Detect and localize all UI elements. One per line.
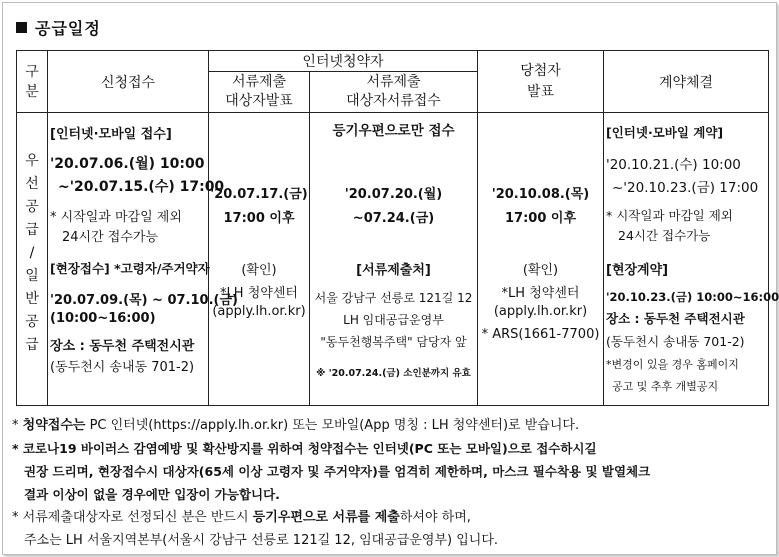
header-internet-group: 인터넷청약자 — [209, 51, 478, 72]
docs-submit-cell: 등기우편으로만 접수 '20.07.20.(월) ~07.24.(금) [서류제출처] 서울 강남구 선릉로 121길 12 LH 임대공급운영부 "동두천행복주택" 담당자 앞 ※ '20.07.24.(금) 소인분까지 유효 — [310, 113, 478, 406]
header-apply: 신청접수 — [48, 51, 209, 113]
note-2-line-3: 결과 이상이 없을 경우에만 입장이 가능합니다. — [24, 487, 280, 502]
header-docs-submit: 서류제출 대상자서류접수 — [310, 72, 478, 113]
square-bullet-icon — [16, 22, 27, 33]
header-gubun: 구 분 — [17, 51, 48, 113]
note-3: * 서류제출대상자로 선정되신 분은 반드시 등기우편으로 서류를 제출하셔야 하며, — [12, 510, 471, 525]
note-1: * 청약접수는 PC 인터넷(https://apply.lh.or.kr) 또는 모바일(App 명칭 : LH 청약센터)로 받습니다. — [12, 418, 580, 433]
notes — [12, 414, 762, 552]
note-3-line-2: 주소는 LH 서울지역본부(서울시 강남구 선릉로 121길 12, 임대공급운영부) 입니다. — [24, 533, 499, 548]
docs-target-announce-cell: '20.07.17.(금) 17:00 이후 (확인) *LH 청약센터 (apply.lh.or.kr) — [209, 113, 310, 406]
header-docs-target-announce: 서류제출 대상자발표 — [209, 72, 310, 113]
winner-announce-cell: '20.10.08.(목) 17:00 이후 (확인) *LH 청약센터 (apply.lh.or.kr) * ARS(1661-7700) — [478, 113, 604, 406]
note-2-line-2: 권장 드리며, 현장접수시 대상자(65세 이상 고령자 및 주거약자)를 엄격히 제한하며, 마스크 필수착용 및 발열체크 — [24, 464, 651, 479]
row-label: 우 선 공 급 / 일 반 공 급 — [17, 113, 48, 406]
header-contract: 계약체결 — [604, 51, 769, 113]
apply-cell: [인터넷·모바일 접수] '20.07.06.(월) 10:00 ~'20.07.15.(수) 17:00 * 시작일과 마감일 제외 24시간 접수가능 [현장접수] *고령자/주거약자 '20.07.09.(목) ~ 07.10.(금) (10:00~16:00) 장소 : 동두천 주택전시관 (동두천시 송내동 701-2) — [48, 113, 209, 406]
schedule-table — [16, 50, 779, 406]
section-title: 공급일정 — [16, 16, 101, 39]
contract-cell: [인터넷·모바일 계약] '20.10.21.(수) 10:00 ~'20.10.23.(금) 17:00 * 시작일과 마감일 제외 24시간 접수가능 [현장계약] '20.10.23.(금) 10:00~16:00 장소 : 동두천 주택전시관 (동두천시 송내동 701-2) *변경이 있을 경우 홈페이지 공고 및 추후 개별공지 — [604, 113, 769, 406]
note-2: * 코로나19 바이러스 감염예방 및 확산방지를 위하여 청약접수는 인터넷(PC 또는 모바일)으로 접수하시길 — [12, 441, 597, 456]
header-winner: 당첨자 발표 — [478, 51, 604, 113]
